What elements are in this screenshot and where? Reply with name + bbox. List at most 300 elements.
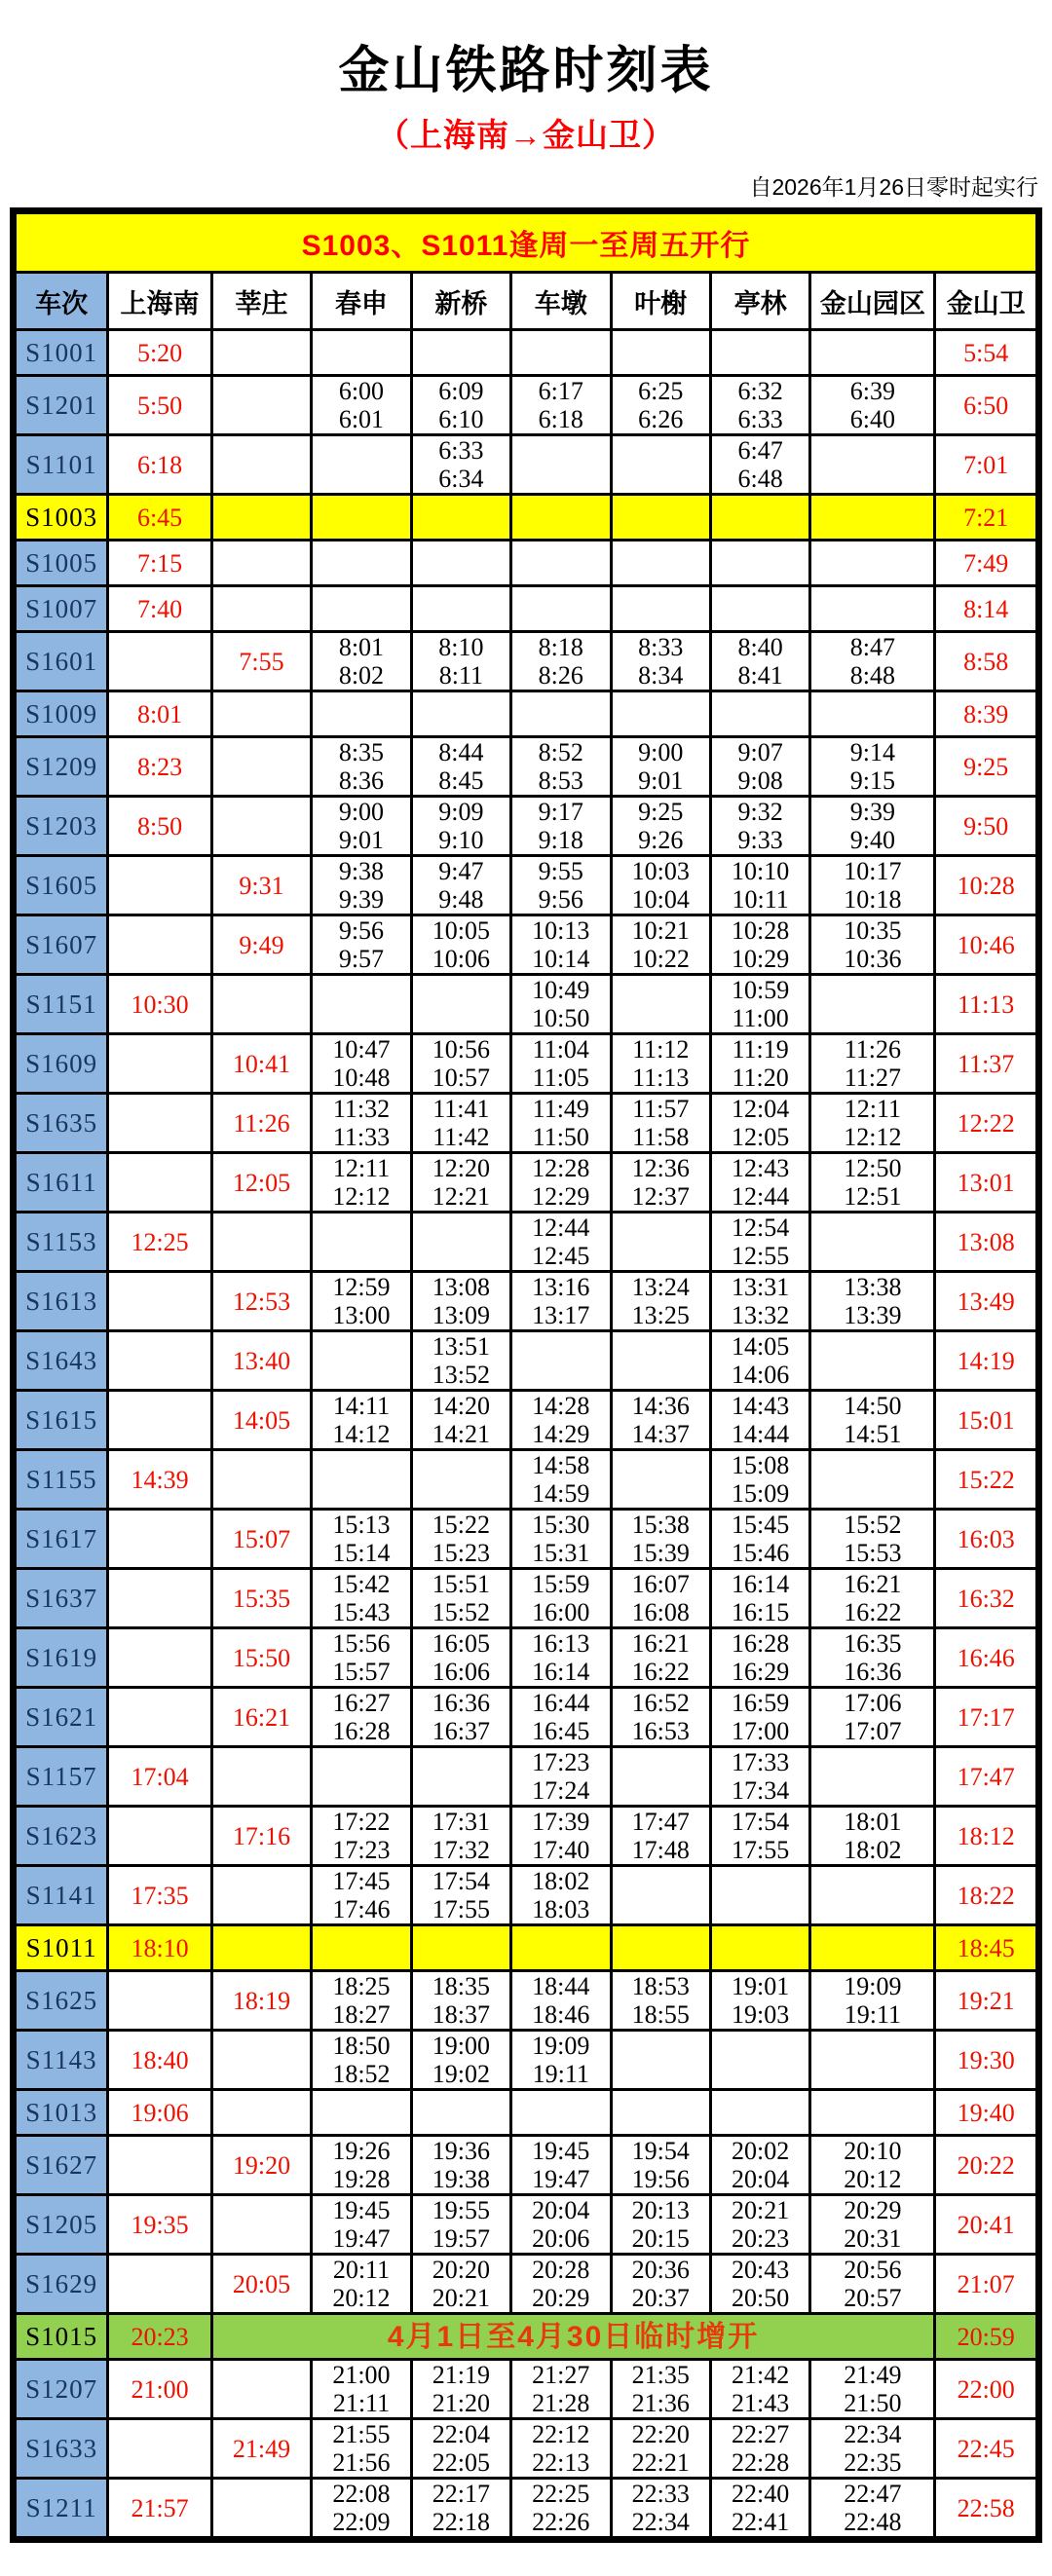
time-cell: 13:24 13:25 (611, 1272, 710, 1331)
time-cell: 13:08 13:09 (411, 1272, 510, 1331)
time-cell: 22:08 22:09 (312, 2479, 411, 2540)
time-cell: 8:58 (935, 632, 1039, 691)
train-number-cell: S1141 (14, 1866, 108, 1925)
row-s1619 (14, 1628, 1039, 1688)
time-cell (211, 1213, 311, 1272)
time-cell: 9:50 (935, 797, 1039, 856)
time-cell: 15:01 (935, 1391, 1039, 1450)
row-s1609 (14, 1034, 1039, 1094)
time-cell: 21:57 (108, 2479, 212, 2540)
row-s1141 (14, 1866, 1039, 1925)
train-number-cell: S1209 (14, 737, 108, 797)
time-cell: 7:15 (108, 541, 212, 586)
train-number-cell: S1153 (14, 1213, 108, 1272)
time-cell (611, 435, 710, 495)
time-cell (611, 975, 710, 1034)
time-cell: 20:28 20:29 (511, 2255, 611, 2314)
time-cell (710, 1866, 809, 1925)
row-s1623 (14, 1807, 1039, 1866)
time-cell: 10:49 10:50 (511, 975, 611, 1034)
time-cell (108, 2419, 212, 2479)
time-cell: 15:13 15:14 (312, 1510, 411, 1569)
time-cell (108, 632, 212, 691)
time-cell: 20:13 20:15 (611, 2195, 710, 2255)
column-header-10: 金山卫 (935, 273, 1039, 330)
time-cell: 10:46 (935, 915, 1039, 975)
time-cell (810, 975, 935, 1034)
time-cell (710, 1925, 809, 1971)
time-cell: 8:33 8:34 (611, 632, 710, 691)
time-cell (108, 2255, 212, 2314)
time-cell: 20:04 20:06 (511, 2195, 611, 2255)
time-cell: 10:47 10:48 (312, 1034, 411, 1094)
time-cell: 19:20 (211, 2136, 311, 2195)
row-s1015 (14, 2314, 1039, 2360)
time-cell (312, 330, 411, 376)
time-cell: 16:46 (935, 1628, 1039, 1688)
time-cell (211, 737, 311, 797)
time-cell: 13:40 (211, 1331, 311, 1391)
time-cell: 19:55 19:57 (411, 2195, 510, 2255)
time-cell: 8:35 8:36 (312, 737, 411, 797)
row-s1013 (14, 2090, 1039, 2136)
time-cell (411, 975, 510, 1034)
time-cell: 16:21 16:22 (611, 1628, 710, 1688)
time-cell: 18:10 (108, 1925, 212, 1971)
time-cell (312, 586, 411, 632)
time-cell (810, 2031, 935, 2090)
time-cell: 9:25 (935, 737, 1039, 797)
time-cell: 22:25 22:26 (511, 2479, 611, 2540)
time-cell (108, 1094, 212, 1153)
time-cell (108, 1688, 212, 1747)
train-number-cell: S1011 (14, 1925, 108, 1971)
time-cell: 19:26 19:28 (312, 2136, 411, 2195)
train-number-cell: S1635 (14, 1094, 108, 1153)
time-cell (411, 1747, 510, 1807)
train-number-cell: S1143 (14, 2031, 108, 2090)
time-cell: 8:18 8:26 (511, 632, 611, 691)
time-cell: 20:56 20:57 (810, 2255, 935, 2314)
time-cell (312, 1213, 411, 1272)
time-cell: 6:18 (108, 435, 212, 495)
time-cell: 19:54 19:56 (611, 2136, 710, 2195)
time-cell: 5:50 (108, 376, 212, 435)
time-cell: 6:50 (935, 376, 1039, 435)
time-cell (611, 586, 710, 632)
time-cell: 17:39 17:40 (511, 1807, 611, 1866)
time-cell: 16:52 16:53 (611, 1688, 710, 1747)
time-cell: 16:35 16:36 (810, 1628, 935, 1688)
time-cell (511, 1925, 611, 1971)
column-header-8: 亭林 (710, 273, 809, 330)
time-cell: 22:17 22:18 (411, 2479, 510, 2540)
time-cell: 9:17 9:18 (511, 797, 611, 856)
time-cell (411, 691, 510, 737)
time-cell: 17:47 (935, 1747, 1039, 1807)
time-cell: 17:17 (935, 1688, 1039, 1747)
time-cell: 21:19 21:20 (411, 2360, 510, 2419)
time-cell (312, 435, 411, 495)
train-number-cell: S1613 (14, 1272, 108, 1331)
time-cell: 10:28 (935, 856, 1039, 915)
row-s1615 (14, 1391, 1039, 1450)
row-s1643 (14, 1331, 1039, 1391)
row-s1633 (14, 2419, 1039, 2479)
time-cell: 12:22 (935, 1094, 1039, 1153)
time-cell (108, 1628, 212, 1688)
time-cell: 19:00 19:02 (411, 2031, 510, 2090)
time-cell: 17:22 17:23 (312, 1807, 411, 1866)
train-number-cell: S1007 (14, 586, 108, 632)
time-cell: 8:39 (935, 691, 1039, 737)
time-cell: 18:25 18:27 (312, 1971, 411, 2031)
train-number-cell: S1633 (14, 2419, 108, 2479)
time-cell: 15:51 15:52 (411, 1569, 510, 1628)
time-cell: 5:54 (935, 330, 1039, 376)
time-cell: 6:17 6:18 (511, 376, 611, 435)
time-cell: 20:43 20:50 (710, 2255, 809, 2314)
time-cell: 20:11 20:12 (312, 2255, 411, 2314)
time-cell (611, 1925, 710, 1971)
time-cell: 19:30 (935, 2031, 1039, 2090)
time-cell: 20:05 (211, 2255, 311, 2314)
time-cell: 18:45 (935, 1925, 1039, 1971)
time-cell (108, 1391, 212, 1450)
time-cell (211, 541, 311, 586)
time-cell: 11:32 11:33 (312, 1094, 411, 1153)
time-cell: 19:45 19:47 (511, 2136, 611, 2195)
column-header-2: 上海南 (108, 273, 212, 330)
time-cell: 11:26 11:27 (810, 1034, 935, 1094)
train-number-cell: S1205 (14, 2195, 108, 2255)
time-cell: 21:49 (211, 2419, 311, 2479)
time-cell (710, 330, 809, 376)
time-cell (108, 1034, 212, 1094)
time-cell: 14:05 (211, 1391, 311, 1450)
time-cell (810, 586, 935, 632)
time-cell: 22:27 22:28 (710, 2419, 809, 2479)
time-cell: 12:44 12:45 (511, 1213, 611, 1272)
time-cell: 12:05 (211, 1153, 311, 1213)
time-cell (312, 541, 411, 586)
time-cell (211, 1450, 311, 1510)
time-cell (411, 1213, 510, 1272)
time-cell: 17:47 17:48 (611, 1807, 710, 1866)
time-cell: 22:12 22:13 (511, 2419, 611, 2479)
time-cell: 10:35 10:36 (810, 915, 935, 975)
time-cell: 21:27 21:28 (511, 2360, 611, 2419)
time-cell: 22:34 22:35 (810, 2419, 935, 2479)
row-s1157 (14, 1747, 1039, 1807)
time-cell (611, 2031, 710, 2090)
time-cell: 15:22 15:23 (411, 1510, 510, 1569)
time-cell: 12:04 12:05 (710, 1094, 809, 1153)
column-header-7: 叶榭 (611, 273, 710, 330)
time-cell: 16:03 (935, 1510, 1039, 1569)
time-cell: 8:10 8:11 (411, 632, 510, 691)
row-s1617 (14, 1510, 1039, 1569)
time-cell (511, 691, 611, 737)
time-cell (211, 1866, 311, 1925)
time-cell: 22:04 22:05 (411, 2419, 510, 2479)
time-cell: 18:12 (935, 1807, 1039, 1866)
time-cell: 6:00 6:01 (312, 376, 411, 435)
time-cell: 9:25 9:26 (611, 797, 710, 856)
time-cell: 7:01 (935, 435, 1039, 495)
time-cell: 16:28 16:29 (710, 1628, 809, 1688)
time-cell: 20:36 20:37 (611, 2255, 710, 2314)
time-cell (511, 435, 611, 495)
time-cell: 12:20 12:21 (411, 1153, 510, 1213)
time-cell (710, 495, 809, 541)
column-header-9: 金山园区 (810, 273, 935, 330)
time-cell (511, 586, 611, 632)
time-cell: 12:59 13:00 (312, 1272, 411, 1331)
time-cell: 17:33 17:34 (710, 1747, 809, 1807)
time-cell: 15:56 15:57 (312, 1628, 411, 1688)
train-number-cell: S1619 (14, 1628, 108, 1688)
time-cell: 15:08 15:09 (710, 1450, 809, 1510)
time-cell: 8:01 8:02 (312, 632, 411, 691)
time-cell (211, 435, 311, 495)
time-cell: 10:30 (108, 975, 212, 1034)
time-cell: 14:19 (935, 1331, 1039, 1391)
time-cell (810, 330, 935, 376)
time-cell: 9:38 9:39 (312, 856, 411, 915)
train-number-cell: S1625 (14, 1971, 108, 2031)
train-number-cell: S1605 (14, 856, 108, 915)
time-cell: 9:47 9:48 (411, 856, 510, 915)
time-cell: 8:14 (935, 586, 1039, 632)
time-cell: 9:49 (211, 915, 311, 975)
time-cell: 15:50 (211, 1628, 311, 1688)
train-number-cell: S1601 (14, 632, 108, 691)
time-cell: 12:54 12:55 (710, 1213, 809, 1272)
row-s1205 (14, 2195, 1039, 2255)
row-s1009 (14, 691, 1039, 737)
time-cell (211, 1925, 311, 1971)
time-cell: 6:09 6:10 (411, 376, 510, 435)
row-s1005 (14, 541, 1039, 586)
row-s1627 (14, 2136, 1039, 2195)
time-cell: 12:43 12:44 (710, 1153, 809, 1213)
time-cell (211, 2479, 311, 2540)
time-cell: 22:47 22:48 (810, 2479, 935, 2540)
time-cell (411, 330, 510, 376)
time-cell: 12:36 12:37 (611, 1153, 710, 1213)
time-cell (710, 2031, 809, 2090)
row-s1151 (14, 975, 1039, 1034)
time-cell (108, 1971, 212, 2031)
time-cell (211, 2360, 311, 2419)
row-s1637 (14, 1569, 1039, 1628)
train-number-cell: S1101 (14, 435, 108, 495)
time-cell: 8:23 (108, 737, 212, 797)
time-cell: 17:04 (108, 1747, 212, 1807)
time-cell (108, 2136, 212, 2195)
time-cell (611, 1213, 710, 1272)
time-cell: 10:03 10:04 (611, 856, 710, 915)
time-cell (611, 541, 710, 586)
time-cell: 13:51 13:52 (411, 1331, 510, 1391)
train-number-cell: S1203 (14, 797, 108, 856)
page-subtitle: （上海南→金山卫） (377, 117, 675, 153)
time-cell: 20:29 20:31 (810, 2195, 935, 2255)
time-cell (211, 975, 311, 1034)
time-cell (312, 495, 411, 541)
time-cell: 22:33 22:34 (611, 2479, 710, 2540)
time-cell (108, 1272, 212, 1331)
time-cell: 10:28 10:29 (710, 915, 809, 975)
time-cell: 7:21 (935, 495, 1039, 541)
time-cell: 11:37 (935, 1034, 1039, 1094)
time-cell: 11:41 11:42 (411, 1094, 510, 1153)
time-cell: 15:07 (211, 1510, 311, 1569)
time-cell (108, 1807, 212, 1866)
column-header-5: 新桥 (411, 273, 510, 330)
time-cell: 19:21 (935, 1971, 1039, 2031)
time-cell: 21:07 (935, 2255, 1039, 2314)
time-cell (312, 1331, 411, 1391)
time-cell: 12:11 12:12 (312, 1153, 411, 1213)
time-cell (312, 2090, 411, 2136)
time-cell: 15:30 15:31 (511, 1510, 611, 1569)
time-cell (810, 1331, 935, 1391)
time-cell: 12:25 (108, 1213, 212, 1272)
time-cell: 19:40 (935, 2090, 1039, 2136)
time-cell (411, 586, 510, 632)
time-cell: 12:53 (211, 1272, 311, 1331)
train-number-cell: S1015 (14, 2314, 108, 2360)
time-cell (211, 2195, 311, 2255)
time-cell: 13:49 (935, 1272, 1039, 1331)
time-cell (810, 495, 935, 541)
row-s1155 (14, 1450, 1039, 1510)
row-s1203 (14, 797, 1039, 856)
time-cell: 6:47 6:48 (710, 435, 809, 495)
time-cell: 9:56 9:57 (312, 915, 411, 975)
time-cell: 20:41 (935, 2195, 1039, 2255)
train-number-cell: S1643 (14, 1331, 108, 1391)
time-cell: 8:50 (108, 797, 212, 856)
time-cell (611, 330, 710, 376)
time-cell: 22:40 22:41 (710, 2479, 809, 2540)
time-cell (810, 2090, 935, 2136)
time-cell: 10:41 (211, 1034, 311, 1094)
time-cell: 9:32 9:33 (710, 797, 809, 856)
time-cell: 16:07 16:08 (611, 1569, 710, 1628)
time-cell: 11:13 (935, 975, 1039, 1034)
time-cell (211, 2090, 311, 2136)
time-cell (511, 541, 611, 586)
train-number-cell: S1207 (14, 2360, 108, 2419)
time-cell: 15:59 16:00 (511, 1569, 611, 1628)
time-cell: 17:31 17:32 (411, 1807, 510, 1866)
time-cell (611, 2090, 710, 2136)
time-cell: 8:44 8:45 (411, 737, 510, 797)
time-cell (108, 856, 212, 915)
time-cell: 15:22 (935, 1450, 1039, 1510)
train-number-cell: S1201 (14, 376, 108, 435)
time-cell (211, 495, 311, 541)
time-cell (108, 915, 212, 975)
row-s1201 (14, 376, 1039, 435)
row-s1601 (14, 632, 1039, 691)
row-s1625 (14, 1971, 1039, 2031)
row-s1001 (14, 330, 1039, 376)
time-cell (312, 1450, 411, 1510)
row-s1611 (14, 1153, 1039, 1213)
column-header-4: 春申 (312, 273, 411, 330)
time-cell (211, 376, 311, 435)
time-cell: 19:01 19:03 (710, 1971, 809, 2031)
row-s1007 (14, 586, 1039, 632)
row-s1101 (14, 435, 1039, 495)
time-cell (108, 1510, 212, 1569)
time-cell: 22:20 22:21 (611, 2419, 710, 2479)
time-cell: 12:50 12:51 (810, 1153, 935, 1213)
train-number-cell: S1623 (14, 1807, 108, 1866)
time-cell: 21:49 21:50 (810, 2360, 935, 2419)
time-cell: 18:19 (211, 1971, 311, 2031)
time-cell (211, 797, 311, 856)
column-header-1: 车次 (14, 273, 108, 330)
time-cell: 16:36 16:37 (411, 1688, 510, 1747)
column-header-row (14, 273, 1039, 330)
time-cell (810, 435, 935, 495)
train-number-cell: S1627 (14, 2136, 108, 2195)
column-header-6: 车墩 (511, 273, 611, 330)
time-cell (710, 691, 809, 737)
time-cell: 12:28 12:29 (511, 1153, 611, 1213)
time-cell: 6:33 6:34 (411, 435, 510, 495)
time-cell: 17:54 17:55 (710, 1807, 809, 1866)
time-cell: 16:32 (935, 1569, 1039, 1628)
row-s1143 (14, 2031, 1039, 2090)
time-cell: 14:50 14:51 (810, 1391, 935, 1450)
time-cell: 13:38 13:39 (810, 1272, 935, 1331)
time-cell: 9:39 9:40 (810, 797, 935, 856)
row-s1605 (14, 856, 1039, 915)
train-number-cell: S1151 (14, 975, 108, 1034)
time-cell: 11:49 11:50 (511, 1094, 611, 1153)
time-cell (211, 691, 311, 737)
time-cell: 16:27 16:28 (312, 1688, 411, 1747)
row-s1003 (14, 495, 1039, 541)
train-number-cell: S1609 (14, 1034, 108, 1094)
time-cell: 6:32 6:33 (710, 376, 809, 435)
time-cell: 22:58 (935, 2479, 1039, 2540)
time-cell: 17:54 17:55 (411, 1866, 510, 1925)
time-cell (211, 2031, 311, 2090)
time-cell: 17:16 (211, 1807, 311, 1866)
time-cell: 14:11 14:12 (312, 1391, 411, 1450)
time-cell (108, 1331, 212, 1391)
time-cell: 7:49 (935, 541, 1039, 586)
time-cell: 22:00 (935, 2360, 1039, 2419)
time-cell (411, 1925, 510, 1971)
time-cell: 7:55 (211, 632, 311, 691)
time-cell: 8:52 8:53 (511, 737, 611, 797)
time-cell: 10:17 10:18 (810, 856, 935, 915)
time-cell: 18:01 18:02 (810, 1807, 935, 1866)
time-cell: 15:42 15:43 (312, 1569, 411, 1628)
time-cell (611, 1747, 710, 1807)
time-cell: 6:45 (108, 495, 212, 541)
time-cell: 13:08 (935, 1213, 1039, 1272)
time-cell: 15:52 15:53 (810, 1510, 935, 1569)
